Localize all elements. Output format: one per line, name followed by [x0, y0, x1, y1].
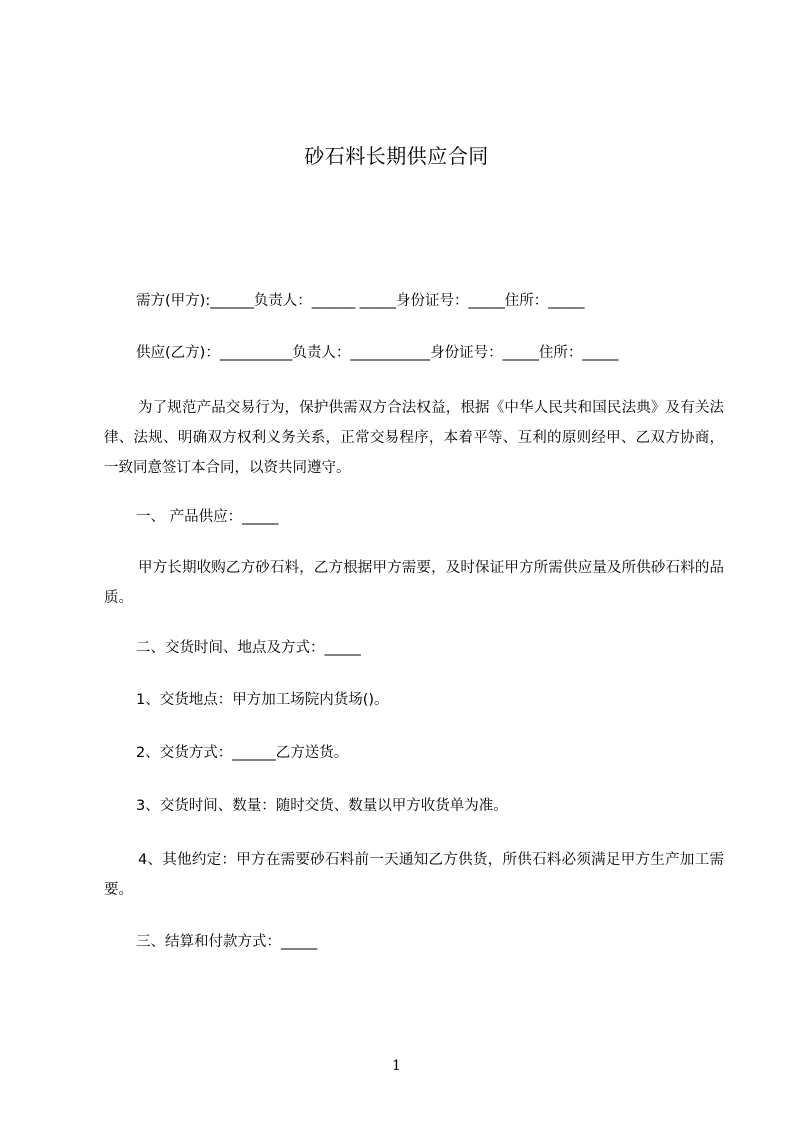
document-title: 砂石料长期供应合同 — [304, 144, 489, 168]
section2-item3: 3、交货时间、数量：随时交货、数量以甲方收货单为准。 — [136, 798, 508, 814]
section2-heading: 二、交货时间、地点及方式：_____ — [136, 640, 361, 656]
section2-item4: 4、其他约定：甲方在需要砂石料前一天通知乙方供货，所供石料必须满足甲方生产加工需要。 — [104, 852, 724, 898]
buyer-party-line: 需方(甲方):______负责人：______ _____身份证号：_____住所：_____ — [136, 293, 585, 309]
preamble-paragraph: 为了规范产品交易行为，保护供需双方合法权益，根据《中华人民共和国民法典》及有关法律、法规、明确双方权利义务关系，正常交易程序，本着平等、互利的原则经甲、乙双方协商，一致同意签订本合同，以资共同遵守。 — [104, 400, 724, 476]
seller-party-line: 供应(乙方)：__________负责人：___________身份证号：_____住所：_____ — [136, 345, 619, 361]
page-number: 1 — [392, 1058, 401, 1074]
section1-body: 甲方长期收购乙方砂石料，乙方根据甲方需要，及时保证甲方所需供应量及所供砂石料的品质。 — [104, 560, 724, 606]
section2-item2: 2、交货方式：______乙方送货。 — [136, 745, 349, 761]
section3-heading: 三、结算和付款方式：_____ — [136, 934, 318, 950]
section2-item1: 1、交货地点：甲方加工场院内货场()。 — [136, 692, 389, 708]
section1-heading: 一、 产品供应：_____ — [136, 509, 279, 525]
